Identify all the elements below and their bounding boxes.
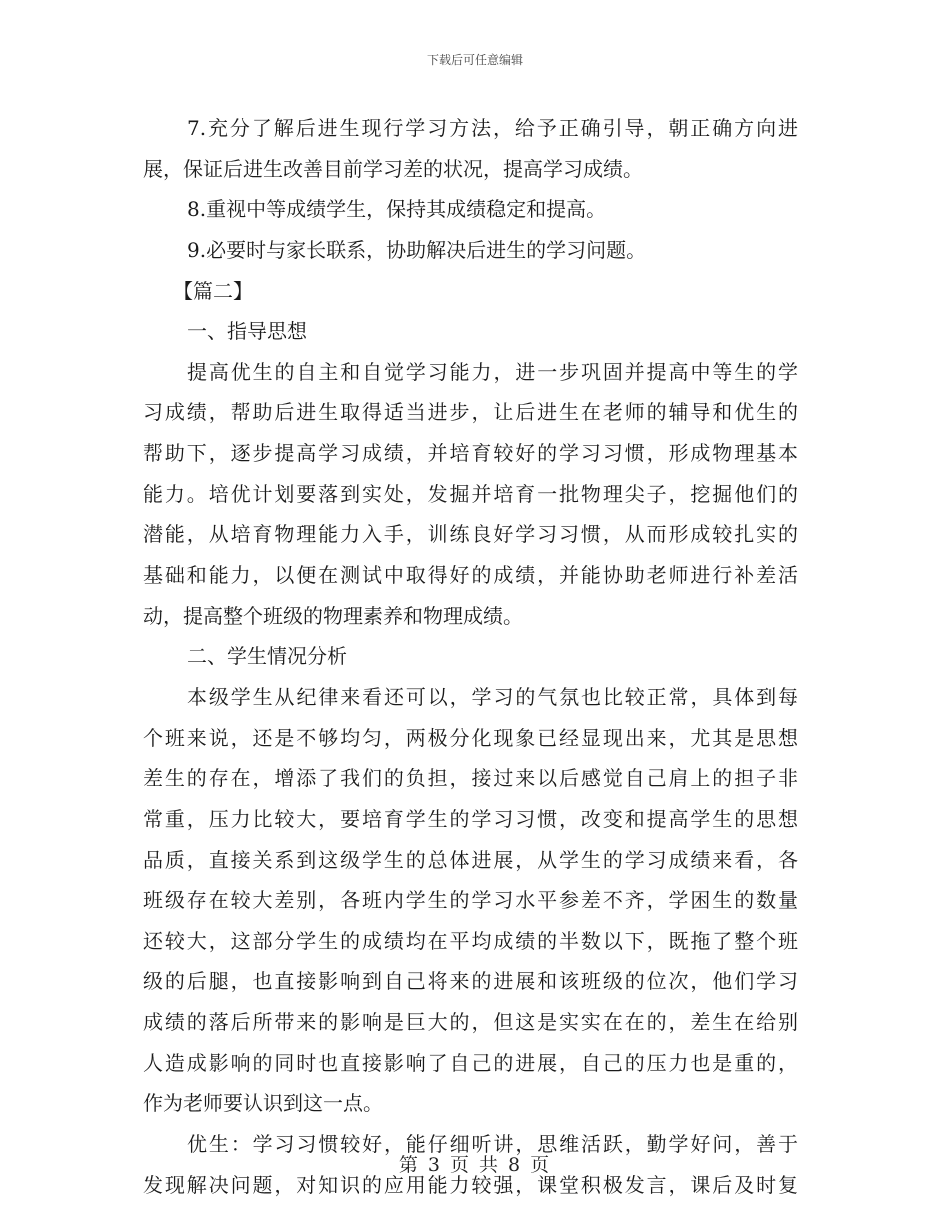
page-header: 下载后可任意编辑 (426, 53, 523, 67)
paragraph-line: 成绩的落后所带来的影响是巨大的，但这是实实在在的，差生在给别 (143, 1010, 798, 1035)
paragraph-line: 能力。培优计划要落到实处，发掘并培育一批物理尖子，挖掘他们的 (143, 481, 798, 506)
paragraph-line: 潜能，从培育物理能力入手，训练良好学习习惯，从而形成较扎实的 (143, 522, 798, 547)
paragraph-line: 9.必要时与家长联系，协助解决后进生的学习问题。 (187, 237, 647, 262)
paragraph-line: 差生的存在，增添了我们的负担，接过来以后感觉自己肩上的担子非 (143, 766, 798, 791)
paragraph-line: 常重，压力比较大，要培育学生的学习习惯，改变和提高学生的思想 (143, 806, 798, 831)
paragraph-line: 班级存在较大差别，各班内学生的学习水平参差不齐，学困生的数量 (143, 888, 798, 913)
paragraph-line: 基础和能力，以便在测试中取得好的成绩，并能协助老师进行补差活 (143, 563, 798, 588)
paragraph-line: 动，提高整个班级的物理素养和物理成绩。 (143, 603, 523, 628)
paragraph-line: 个班来说，还是不够均匀，两极分化现象已经显现出来，尤其是思想 (143, 725, 798, 750)
section-heading: 【篇二】 (173, 278, 253, 303)
paragraph-line: 还较大，这部分学生的成绩均在平均成绩的半数以下，既拖了整个班 (143, 928, 798, 953)
paragraph-line: 作为老师要认识到这一点。 (143, 1091, 383, 1116)
section-heading: 二、学生情况分析 (187, 644, 347, 669)
paragraph-line: 提高优生的自主和自觉学习能力，进一步巩固并提高中等生的学 (187, 359, 798, 384)
section-heading: 一、指导思想 (187, 319, 307, 344)
paragraph-line: 级的后腿，也直接影响到自己将来的进展和该班级的位次，他们学习 (143, 969, 798, 994)
paragraph-line: 品质，直接关系到这级学生的总体进展，从学生的学习成绩来看，各 (143, 847, 798, 872)
page-footer: 第 3 页 共 8 页 (398, 1154, 552, 1176)
paragraph-line: 展，保证后进生改善目前学习差的状况，提高学习成绩。 (143, 156, 643, 181)
document-body (143, 108, 798, 1205)
paragraph-line: 帮助下，逐步提高学习成绩，并培育较好的学习习惯，形成物理基本 (143, 441, 798, 466)
paragraph-line: 本级学生从纪律来看还可以，学习的气氛也比较正常，具体到每 (187, 684, 798, 709)
paragraph-line: 7.充分了解后进生现行学习方法，给予正确引导，朝正确方向进 (187, 116, 798, 140)
paragraph-line: 习成绩，帮助后进生取得适当进步，让后进生在老师的辅导和优生的 (143, 400, 798, 425)
paragraph-line: 8.重视中等成绩学生，保持其成绩稳定和提高。 (187, 197, 607, 222)
paragraph-line: 发现解决问题，对知识的应用能力较强，课堂积极发言，课后及时复 (143, 1172, 798, 1197)
paragraph-line: 人造成影响的同时也直接影响了自己的进展，自己的压力也是重的， (143, 1050, 798, 1075)
paragraph-line: 优生：学习习惯较好，能仔细听讲，思维活跃，勤学好问，善于 (187, 1132, 798, 1157)
